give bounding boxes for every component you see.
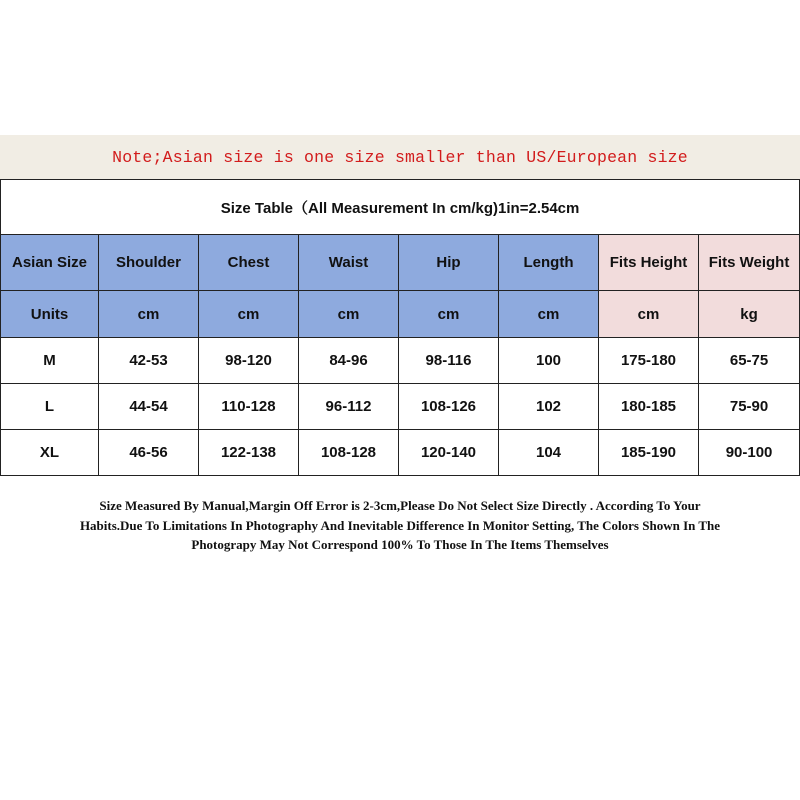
table-row (1, 338, 800, 384)
table-cell: 44-54 (99, 384, 199, 430)
table-cell: 98-116 (399, 338, 499, 384)
table-cell: 122-138 (199, 430, 299, 476)
table-cell: 96-112 (299, 384, 399, 430)
unit-cell: cm (499, 291, 599, 338)
disclaimer-footnote (0, 496, 800, 555)
table-cell: 175-180 (599, 338, 699, 384)
note-text: Note;Asian size is one size smaller than US/European size (112, 147, 688, 167)
size-label: XL (1, 430, 99, 476)
note-banner (0, 135, 800, 179)
units-row (1, 291, 800, 338)
table-cell: 42-53 (99, 338, 199, 384)
header-fits-weight: Fits Weight (699, 235, 800, 291)
footnote-line: Habits.Due To Limitations In Photography And Inevitable Difference In Monitor Setting, The Colors Shown In The (79, 517, 721, 533)
table-cell: 98-120 (199, 338, 299, 384)
table-cell: 104 (499, 430, 599, 476)
header-length: Length (499, 235, 599, 291)
header-hip: Hip (399, 235, 499, 291)
table-row (1, 384, 800, 430)
table-cell: 100 (499, 338, 599, 384)
table-title: Size Table（All Measurement In cm/kg)1in=2.54cm (1, 180, 800, 235)
header-asian-size: Asian Size (1, 235, 99, 291)
header-row (1, 235, 800, 291)
table-cell: 90-100 (699, 430, 800, 476)
size-table (0, 179, 800, 476)
footnote-line: Size Measured By Manual,Margin Off Error is 2-3cm,Please Do Not Select Size Directly . According To Your (99, 498, 701, 513)
table-cell: 180-185 (599, 384, 699, 430)
unit-cell: cm (99, 291, 199, 338)
unit-cell: cm (299, 291, 399, 338)
table-cell: 75-90 (699, 384, 800, 430)
header-chest: Chest (199, 235, 299, 291)
unit-cell: cm (399, 291, 499, 338)
header-waist: Waist (299, 235, 399, 291)
table-cell: 65-75 (699, 338, 800, 384)
table-cell: 84-96 (299, 338, 399, 384)
units-label: Units (1, 291, 99, 338)
table-cell: 46-56 (99, 430, 199, 476)
footnote-line: Photograpy May Not Correspond 100% To Those In The Items Themselves (191, 537, 609, 552)
unit-cell: kg (699, 291, 800, 338)
unit-cell: cm (199, 291, 299, 338)
table-cell: 120-140 (399, 430, 499, 476)
unit-cell: cm (599, 291, 699, 338)
table-cell: 102 (499, 384, 599, 430)
header-fits-height: Fits Height (599, 235, 699, 291)
size-label: L (1, 384, 99, 430)
table-cell: 110-128 (199, 384, 299, 430)
table-cell: 108-128 (299, 430, 399, 476)
table-cell: 108-126 (399, 384, 499, 430)
table-row (1, 430, 800, 476)
header-shoulder: Shoulder (99, 235, 199, 291)
table-cell: 185-190 (599, 430, 699, 476)
size-label: M (1, 338, 99, 384)
